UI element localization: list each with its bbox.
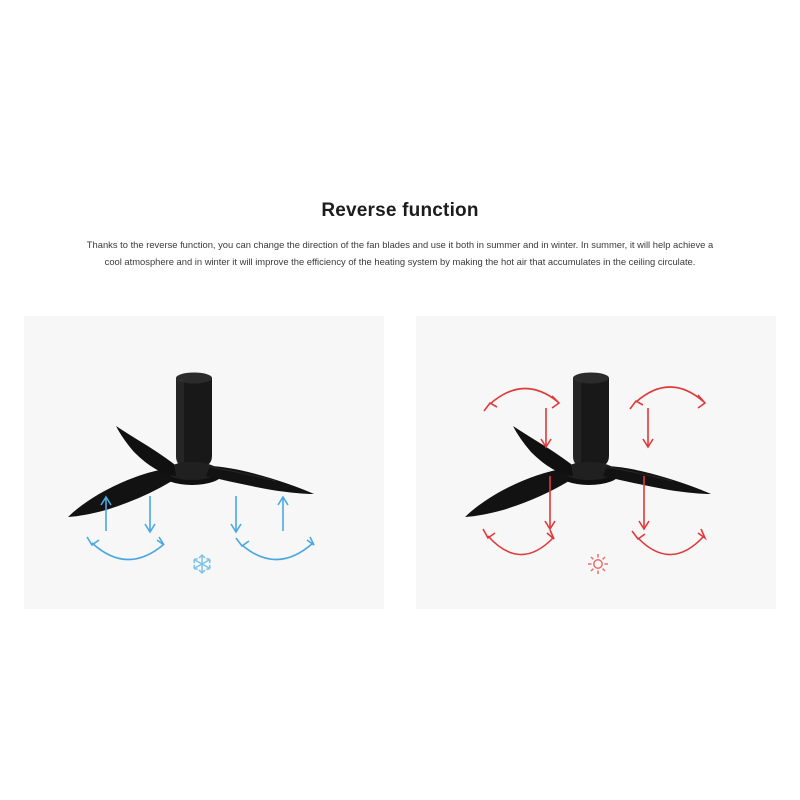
arc-bottom-left: [483, 529, 554, 555]
airflow-arrows: [87, 496, 314, 560]
winter-fan-diagram: [416, 316, 776, 609]
ceiling-fan-graphic: [465, 373, 711, 518]
arrow-up-right: [278, 497, 288, 531]
arrow-down-center: [231, 496, 241, 532]
arc-top-left: [484, 388, 559, 411]
summer-mode-illustration: [24, 316, 384, 609]
arc-right: [236, 537, 314, 560]
arc-left: [87, 537, 164, 560]
arrow-down-right: [643, 408, 653, 447]
section-content: [0, 200, 800, 271]
arrow-down-left: [541, 408, 551, 447]
winter-mode-illustration: [416, 316, 776, 609]
sun-icon: [588, 554, 608, 574]
page-title: Reverse function: [321, 200, 479, 221]
section-description: Thanks to the reverse function, you can change the direction of the fan blades and use it both in summer and in winter. In summer, it will help achieve a cool atmosphere and in winter it will improve the efficiency of the heating system by making the hot air that accumulates in the ceiling circulate.: [86, 239, 714, 268]
arc-bottom-right: [632, 529, 705, 555]
summer-fan-diagram: [24, 316, 384, 609]
ceiling-fan-graphic: [68, 373, 314, 518]
snowflake-icon: [194, 555, 210, 573]
arrow-down-left: [145, 496, 155, 532]
illustration-panels: [0, 316, 800, 609]
arc-top-right: [630, 387, 705, 409]
arrow-up-left: [101, 497, 111, 531]
